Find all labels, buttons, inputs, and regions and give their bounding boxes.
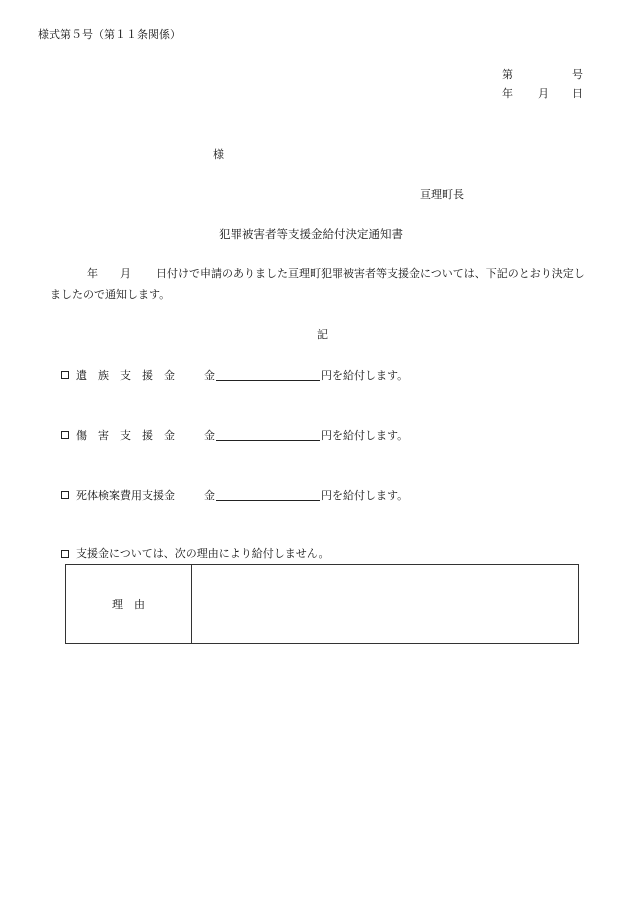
body-text-line1: 日付けで申請のありました亘理町犯罪被害者等支援金については、下記のとおり決定し (156, 267, 585, 280)
checkbox[interactable] (61, 491, 69, 499)
amount-input[interactable] (216, 369, 320, 381)
amount-input[interactable] (216, 489, 320, 501)
date-month: 月 (538, 87, 549, 100)
document-number-suffix: 号 (572, 68, 583, 81)
amount-suffix: 円を給付します。 (321, 488, 409, 502)
option-label: 遺 族 支 援 金 (76, 368, 175, 382)
amount-prefix: 金 (204, 488, 215, 502)
checkbox[interactable] (61, 431, 69, 439)
checkbox[interactable] (61, 371, 69, 379)
date-year: 年 (502, 87, 513, 100)
option-label: 死体検案費用支援金 (76, 488, 175, 502)
reason-label: 理 由 (66, 565, 192, 644)
option-row-injury (61, 429, 408, 441)
option-row-autopsy (61, 489, 408, 501)
option-label: 傷 害 支 援 金 (76, 428, 175, 442)
body-text-line2: ましたので通知します。 (50, 288, 171, 301)
form-label: 様式第５号（第１１条関係） (38, 28, 181, 41)
deny-text: 支援金については、次の理由により給付しません。 (76, 547, 330, 560)
document-number-prefix: 第 (502, 68, 513, 81)
ki-heading: 記 (317, 328, 328, 341)
option-row-deny (61, 548, 329, 559)
reason-field[interactable] (192, 565, 579, 644)
amount-input[interactable] (216, 429, 320, 441)
amount-suffix: 円を給付します。 (321, 368, 409, 382)
option-row-bereaved (61, 369, 408, 381)
amount-suffix: 円を給付します。 (321, 428, 409, 442)
amount-prefix: 金 (204, 428, 215, 442)
document-title: 犯罪被害者等支援金給付決定通知書 (219, 227, 403, 241)
body-month: 月 (120, 267, 131, 280)
date-day: 日 (572, 87, 583, 100)
amount-prefix: 金 (204, 368, 215, 382)
reason-table (65, 564, 579, 644)
issuer: 亘理町長 (420, 188, 464, 201)
checkbox[interactable] (61, 550, 69, 558)
body-year: 年 (87, 267, 98, 280)
addressee-suffix: 様 (213, 148, 224, 161)
